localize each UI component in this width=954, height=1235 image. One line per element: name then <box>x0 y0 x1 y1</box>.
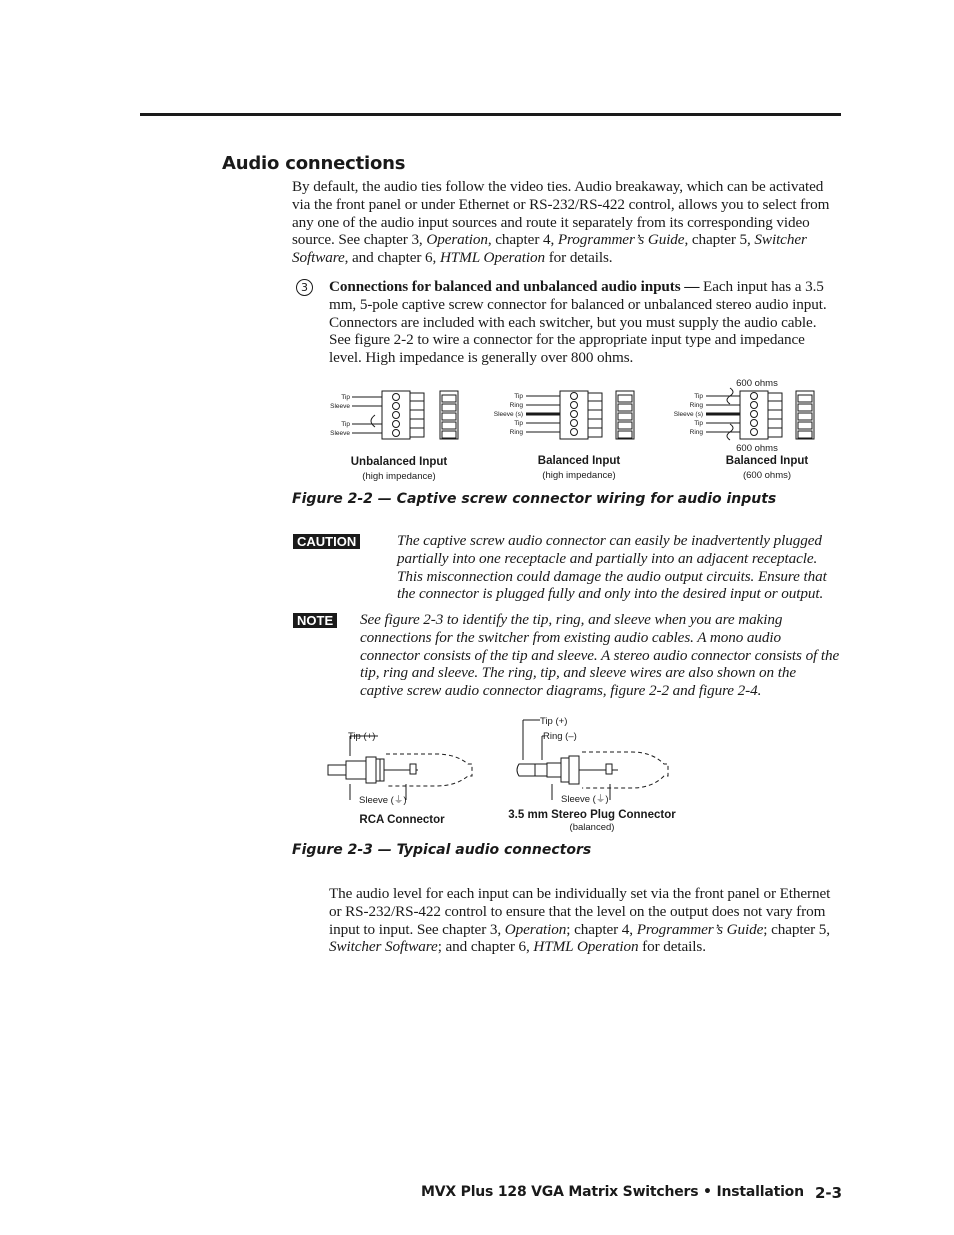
wire-label-ring: Ring <box>509 429 523 436</box>
item-number-3: 3 <box>296 279 313 296</box>
wire-label-tip: Tip <box>514 393 523 400</box>
intro-paragraph: By default, the audio ties follow the video ties. Audio breakaway, which can be activated via the front panel or under Ethernet or RS-232/RS-422 control, allows you to select from any one of the audio input sources and route it separately from its corresponding video source. See chapter 3, Operation, chapter 4, Programmer’s Guide, chapter 5, Switcher Software, and chapter 6, HTML Operation for details. <box>292 178 830 267</box>
balanced-600-subtitle: (600 ohms) <box>742 470 792 481</box>
wire-label-tip: Tip <box>694 393 703 400</box>
note-text: See figure 2-3 to identify the tip, ring, and sleeve when you are making connections for the switcher from existing audio cables. A mono audio connector consists of the tip and sleeve. A stereo audio connector consists of the tip, ring and sleeve. The ring, tip, and sleeve wires are also shown on the captive screw audio connector diagrams, figure 2-2 and figure 2-4. <box>360 611 840 700</box>
figure-2-2-caption: Figure 2-2 — Captive screw connector wiring for audio inputs <box>292 491 777 507</box>
unbalanced-subtitle: (high impedance) <box>362 471 436 482</box>
balanced-high-title: Balanced Input <box>537 455 621 467</box>
section-heading: Audio connections <box>222 153 406 174</box>
balanced-high-subtitle: (high impedance) <box>542 470 616 481</box>
wire-label-ring: Ring <box>689 429 703 436</box>
stereo-subtitle: (balanced) <box>569 822 615 833</box>
stereo-sleeve-label: Sleeve (⏚) <box>561 794 609 805</box>
stereo-plug-diagram <box>508 716 676 833</box>
wire-label-ring: Ring <box>689 402 703 409</box>
wire-label-tip: Tip <box>341 421 350 428</box>
balanced-high-connector-diagram <box>494 391 634 481</box>
figure-2-3-caption: Figure 2-3 — Typical audio connectors <box>292 842 592 858</box>
wire-label-tip: Tip <box>694 420 703 427</box>
stereo-ring-label: Ring (–) <box>543 731 577 742</box>
footer-title: MVX Plus 128 VGA Matrix Switchers • Installation <box>421 1184 804 1200</box>
balanced-600-connector-diagram <box>674 378 814 481</box>
caution-badge: CAUTION <box>293 534 360 549</box>
unbalanced-connector-diagram <box>330 391 458 482</box>
wire-label-sleeve: Sleeve (s) <box>493 411 523 418</box>
rca-title: RCA Connector <box>359 814 445 826</box>
stereo-tip-label: Tip (+) <box>540 716 568 727</box>
note-badge: NOTE <box>293 613 337 628</box>
audio-level-paragraph: The audio level for each input can be individually set via the front panel or Ethernet or RS-232/RS-422 control to ensure that the level on the output does not vary from input to input. See chapter 3, Operation; chapter 4, Programmer’s Guide; chapter 5, Switcher Software; and chapter 6, HTML Operation for details. <box>329 885 831 956</box>
rca-connector-diagram <box>328 731 472 826</box>
wire-label-sleeve: Sleeve <box>330 403 350 410</box>
figure-2-3-diagram <box>320 712 700 837</box>
balanced-600-title: Balanced Input <box>725 455 809 467</box>
rca-sleeve-label: Sleeve (⏚) <box>359 795 407 806</box>
stereo-title: 3.5 mm Stereo Plug Connector <box>508 809 676 821</box>
audio-inputs-paragraph: Connections for balanced and unbalanced audio inputs — Each input has a 3.5 mm, 5-pole captive screw connector for balanced or unbalanced stereo audio input. Connectors are included with each switcher, but you must supply the audio cable. See figure 2-2 to wire a connector for the appropriate input type and impedance level. High impedance is generally over 800 ohms. <box>329 278 827 367</box>
rca-tip-label: Tip (+) <box>348 731 376 742</box>
ohms-label-bottom: 600 ohms <box>736 443 778 454</box>
figure-2-2-diagram <box>320 373 840 485</box>
unbalanced-title: Unbalanced Input <box>350 456 448 468</box>
wire-label-sleeve: Sleeve (s) <box>673 411 703 418</box>
wire-label-sleeve: Sleeve <box>330 430 350 437</box>
wire-label-tip: Tip <box>341 394 350 401</box>
page-number: 2-3 <box>815 1184 843 1202</box>
ohms-label-top: 600 ohms <box>736 378 778 389</box>
wire-label-ring: Ring <box>509 402 523 409</box>
caution-text: The captive screw audio connector can easily be inadvertently plugged partially into one receptacle and partially into an adjacent receptacle. This misconnection could damage the audio output circuits. Ensure that the connector is plugged fully and only into the desired input or output. <box>397 532 827 603</box>
header-rule <box>140 113 841 116</box>
wire-label-tip: Tip <box>514 420 523 427</box>
